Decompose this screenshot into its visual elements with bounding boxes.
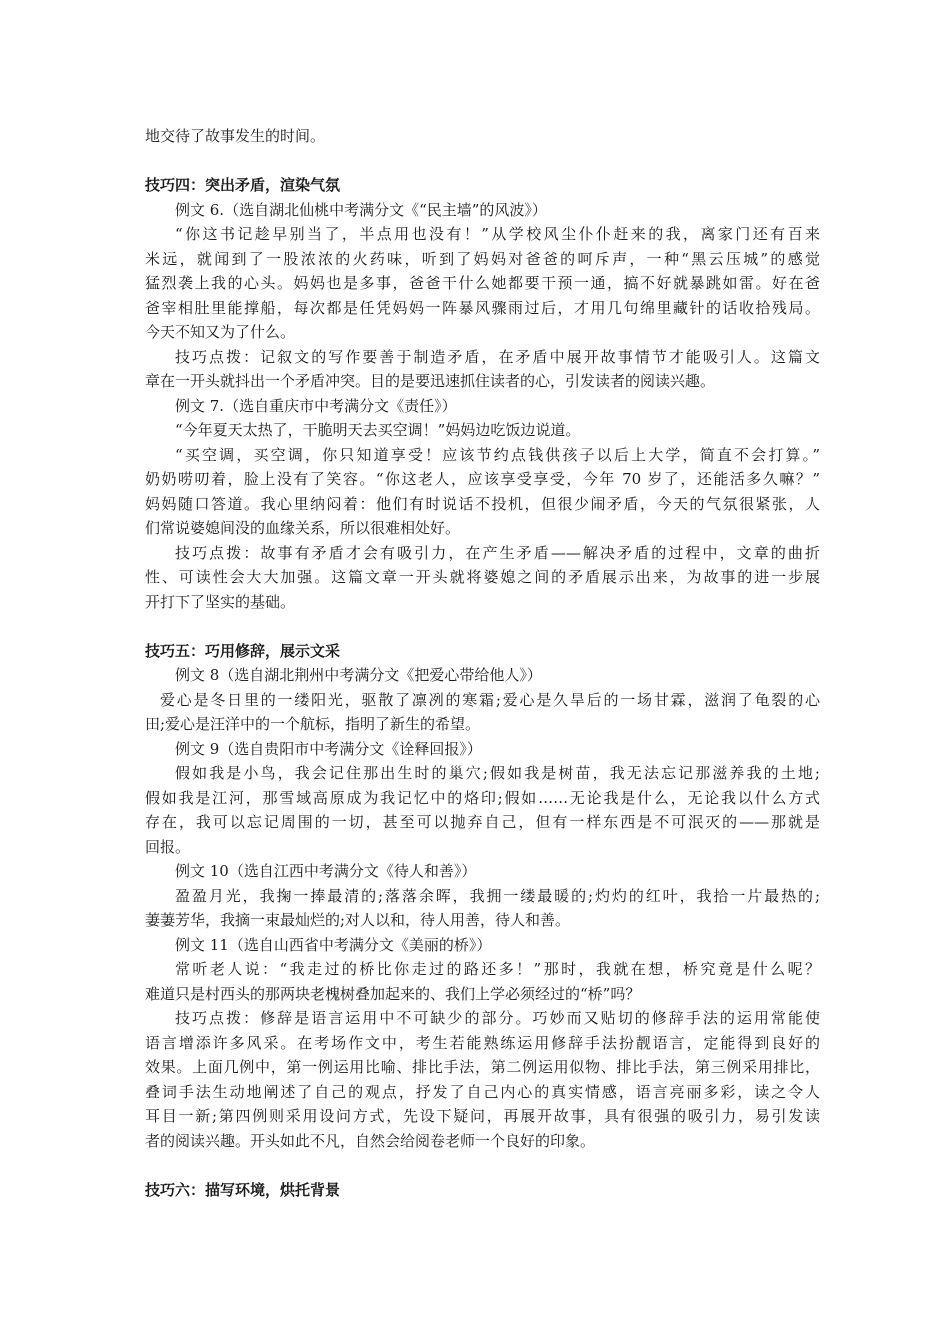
text-line: 爸宰相肚里能撑船，每次都是任凭妈妈一阵暴风骤雨过后，才用几句绵里藏针的话收拾残局。: [145, 298, 820, 317]
text-line: 叠词手法生动地阐述了自己的观点，抒发了自己内心的真实情感，语言亮丽多彩，读之令人: [145, 1082, 820, 1101]
text-line: 假如我是江河，那雪域高原成为我记忆中的烙印;假如……无论我是什么，无论我以什么方式: [145, 788, 820, 807]
paragraph-gap: [145, 1153, 820, 1178]
tip-line: 技巧点拨：记叙文的写作要善于制造矛盾，在矛盾中展开故事情节才能吸引人。这篇文: [175, 347, 820, 366]
paragraph-gap: [145, 614, 820, 639]
document-page: [145, 124, 820, 1202]
text-line: 开打下了坚实的基础。: [145, 592, 296, 611]
section-heading-4: 技巧四：突出矛盾，渲染气氛: [145, 176, 341, 194]
example-title: 例文 11（选自山西省中考满分文《美丽的桥》）: [175, 935, 492, 954]
text-line: 存在，我可以忘记周围的一切，甚至可以抛弃自己，但有一样东西是不可泯灭的——那就是: [145, 813, 820, 831]
text-line: 者的阅读兴趣。开头如此不凡，自然会给阅卷老师一个良好的印象。: [145, 1131, 596, 1150]
example-title: 例文 6.（选自湖北仙桃中考满分文《“民主墙”的风波》）: [175, 200, 547, 219]
section-heading-5: 技巧五：巧用修辞，展示文采: [145, 641, 341, 660]
text-line: 难道只是村西头的那两块老槐树叠加起来的、我们上学必须经过的“桥”吗？: [145, 984, 641, 1003]
text-line: “买空调，买空调，你只知道享受！应该节约点钱供孩子以后上大学，简直不会打算。”: [175, 445, 820, 464]
text-line: 地交待了故事发生的时间。: [145, 127, 326, 145]
text-line: 语言增添许多风采。在考场作文中，考生若能熟练运用修辞手法扮靓语言，定能得到良好的: [145, 1033, 820, 1052]
section-heading-6: 技巧六：描写环境，烘托背景: [145, 1180, 341, 1199]
example-title: 例文 9（选自贵阳市中考满分文《诠释回报》）: [175, 739, 482, 758]
text-line: 妈妈随口答道。我心里纳闷着：他们有时说话不投机，但很少闹矛盾，今天的气氛很紧张，人: [145, 494, 820, 513]
text-line: 效果。上面几例中，第一例运用比喻、排比手法，第二例运用似物、排比手法，第三例采用排比，: [145, 1058, 820, 1076]
text-line: 萋萋芳华，我摘一束最灿烂的;对人以和，待人用善，待人和善。: [145, 911, 571, 929]
text-line: 田;爱心是汪洋中的一个航标，指明了新生的希望。: [145, 715, 481, 733]
text-line: 爱心是冬日里的一缕阳光，驱散了凛冽的寒霜;爱心是久旱后的一场甘霖，滋润了龟裂的心: [160, 690, 820, 709]
text-line: 耳目一新;第四例则采用设问方式，先设下疑问，再展开故事，具有很强的吸引力，易引发读: [145, 1107, 820, 1125]
text-line: 假如我是小鸟，我会记住那出生时的巢穴;假如我是树苗，我无法忘记那滋养我的土地;: [175, 764, 820, 782]
text-line: “你这书记趁早别当了，半点用也没有！”从学校风尘仆仆赶来的我，离家门还有百来: [175, 225, 820, 243]
text-line: 盈盈月光，我掬一捧最清的;落落余晖，我拥一缕最暖的;灼灼的红叶，我拾一片最热的;: [175, 886, 820, 905]
text-line: 们常说婆媳间没的血缘关系，所以很难相处好。: [145, 519, 461, 537]
text-line: 章在一开头就抖出一个矛盾冲突。目的是要迅速抓住读者的心，引发读者的阅读兴趣。: [145, 372, 716, 390]
text-line: “今年夏天太热了，干脆明天去买空调！”妈妈边吃饭边说道。: [175, 421, 581, 439]
tip-line: 技巧点拨：故事有矛盾才会有吸引力，在产生矛盾——解决矛盾的过程中，文章的曲折: [175, 543, 820, 562]
tip-line: 技巧点拨：修辞是语言运用中不可缺少的部分。巧妙而又贴切的修辞手法的运用常能使: [175, 1009, 820, 1027]
text-line: 米远，就闻到了一股浓浓的火药味，听到了妈妈对爸爸的呵斥声，一种“黑云压城”的感觉: [145, 249, 820, 268]
text-line: 今天不知又为了什么。: [145, 323, 296, 341]
example-title: 例文 8（选自湖北荆州中考满分文《把爱心带给他人》）: [175, 666, 542, 684]
text-line: 性、可读性会大大加强。这篇文章一开头就将婆媳之间的矛盾展示出来，为故事的进一步展: [145, 568, 820, 586]
example-title: 例文 10（选自江西中考满分文《待人和善》）: [175, 862, 477, 880]
text-line: 猛烈袭上我的心头。妈妈也是多事，爸爸干什么她都要干预一通，搞不好就暴跳如雷。好在爸: [145, 274, 820, 292]
text-line: 奶奶唠叨着，脸上没有了笑容。“你这老人，应该享受享受，今年 70 岁了，还能活多久嘛？”: [145, 470, 820, 488]
example-title: 例文 7.（选自重庆市中考满分文《责任》）: [175, 396, 457, 415]
paragraph-gap: [145, 149, 820, 174]
text-line: 常听老人说：“我走过的桥比你走过的路还多！”那时，我就在想，桥究竟是什么呢？: [175, 960, 820, 978]
text-line: 回报。: [145, 837, 191, 856]
